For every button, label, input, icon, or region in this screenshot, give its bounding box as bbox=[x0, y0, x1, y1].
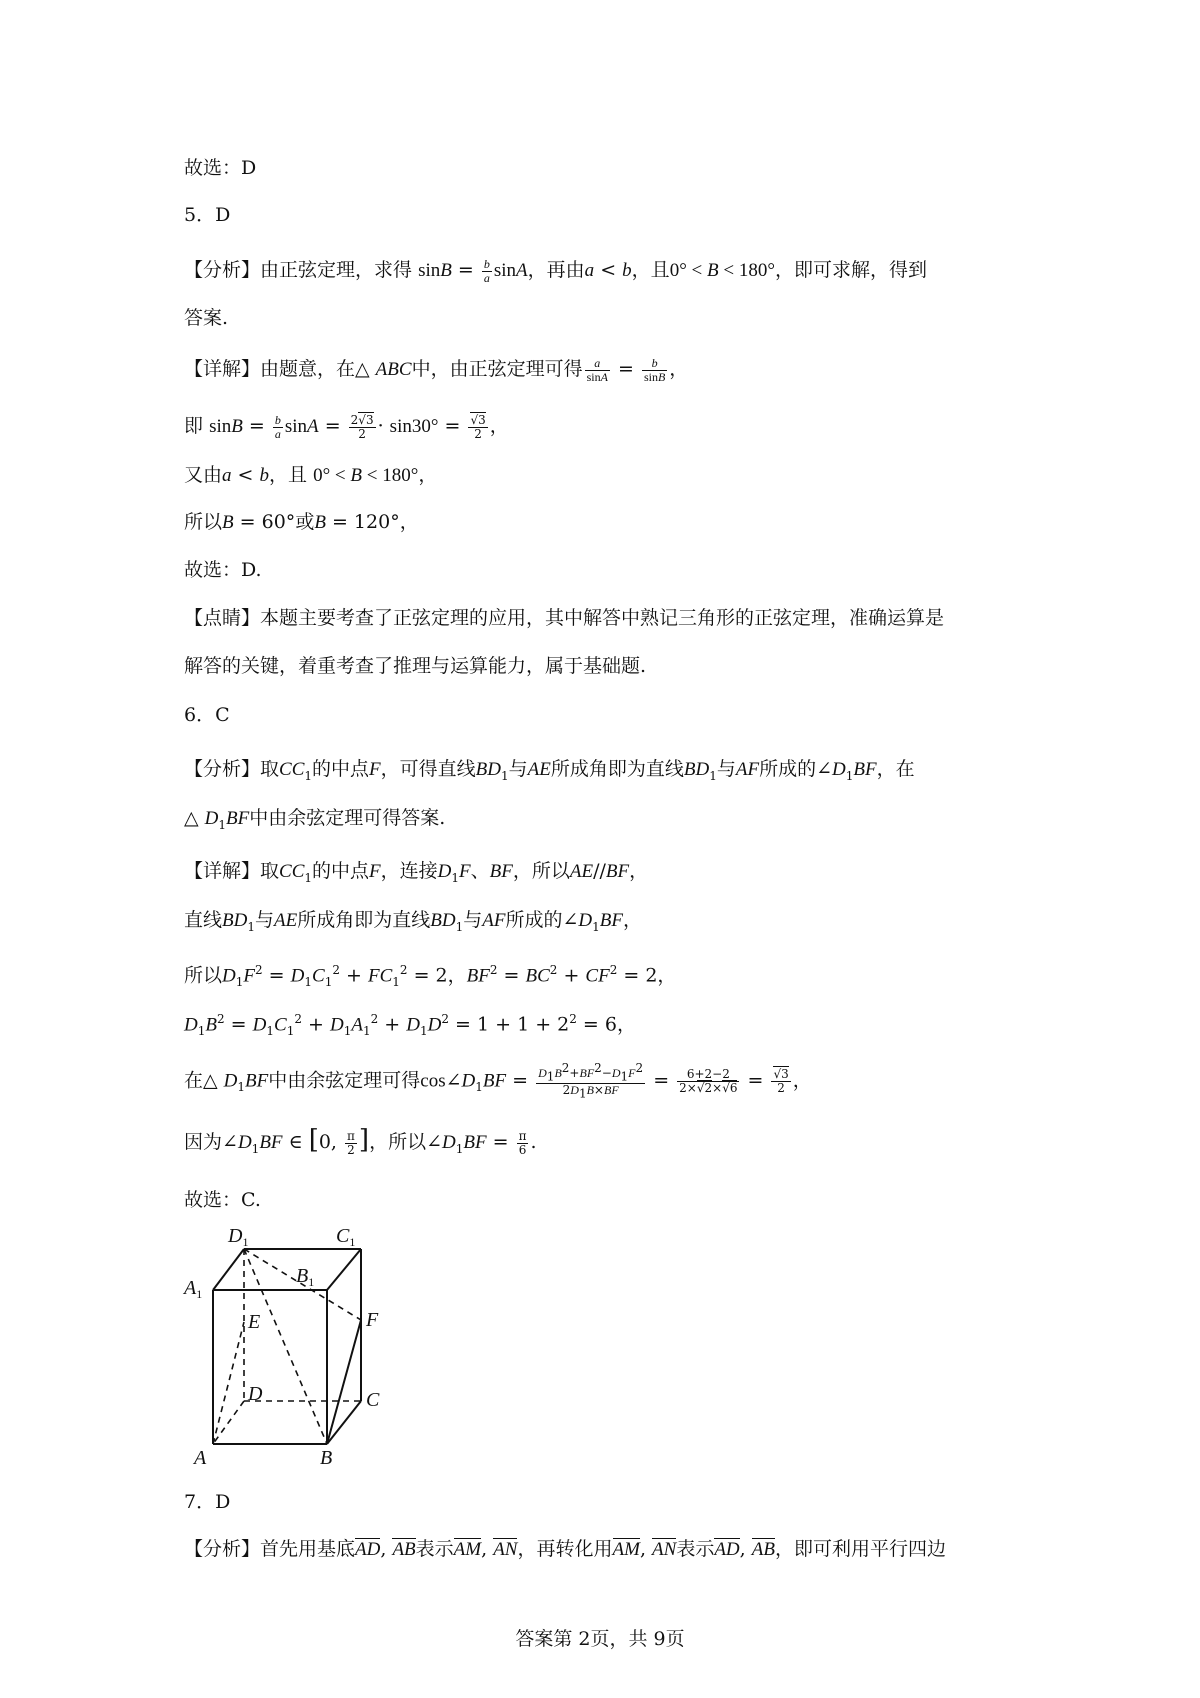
label-b1: $B_1$ bbox=[296, 1265, 315, 1289]
answer-7: 7．D bbox=[184, 1491, 231, 1513]
label-e: E bbox=[248, 1311, 261, 1333]
detail-5: 【详解】由题意，在△ ABC中，由正弦定理可得 $\frac{a}{\sin A}$ = $\frac{b}{\sin B}$ ， bbox=[184, 355, 689, 384]
label-c: C bbox=[366, 1389, 380, 1411]
text-line: 解答的关键，着重考查了推理与运算能力，属于基础题. bbox=[184, 655, 647, 677]
text-line: 所以$D_1F^2 = D_1C_1^2 + FC_1^2 = 2$，$BF^2 = BC^2 + CF^2 = 2$， bbox=[184, 963, 677, 990]
text-line: 答案. bbox=[184, 307, 229, 329]
text-line: 即 sinB = $\frac{b}{a}$ sinA = $\frac{2√3}{2}$ · sin30° = $\frac{√3}{2}$ ， bbox=[184, 412, 509, 441]
label-a: A bbox=[194, 1447, 207, 1469]
analysis-5: 【分析】由正弦定理，求得 sinB = $\frac{b}{a}$ sinA，再由a < b，且0° < B < 180°，即可求解，得到 bbox=[184, 256, 927, 285]
answer-5: 5．D bbox=[184, 204, 231, 226]
detail-6: 【详解】取$CC_1$的中点F，连接$D_1F$、BF，所以AE//BF， bbox=[184, 860, 649, 885]
label-b: B bbox=[320, 1447, 333, 1469]
label-c1: $C_1$ bbox=[336, 1225, 356, 1249]
analysis-7: 【分析】首先用基底AD, AB表示AM, AN，再转化用AM, AN表示AD, AB，即可利用平行四边 bbox=[184, 1538, 946, 1560]
text-line: 故选：D. bbox=[184, 559, 262, 581]
text-line: 故选：C. bbox=[184, 1189, 261, 1211]
analysis-6: 【分析】取$CC_1$的中点F，可得直线$BD_1$与AE所成角即为直线$BD_1$与AF所成的$\angle D_1BF$，在 bbox=[184, 758, 915, 783]
label-f: F bbox=[366, 1309, 379, 1331]
answer-6: 6．C bbox=[184, 704, 230, 726]
label-d1: $D_1$ bbox=[228, 1225, 249, 1249]
label-d: D bbox=[248, 1383, 263, 1405]
text-line: 直线$BD_1$与AE所成角即为直线$BD_1$与AF所成的$\angle D_1BF$， bbox=[184, 909, 642, 934]
text-line: $D_1B^2 = D_1C_1^2 + D_1A_1^2 + D_1D^2 = 1 + 1 + 2^2 = 6$， bbox=[184, 1012, 636, 1039]
cuboid-figure bbox=[180, 1222, 390, 1472]
text-line: 又由a < b，且 0° < B < 180°， bbox=[184, 464, 438, 486]
label-a1: $A_1$ bbox=[184, 1277, 203, 1301]
text-line: 在△ $D_1BF$中由余弦定理可得$\cos\angle D_1BF$ = $\frac{D_1B^2+BF^2-D_1F^2}{2D_1B\times BF}$ = $\frac{6+2-2}{2\times√2\times√6}$ = $\frac{√3}{2}$ ， bbox=[184, 1061, 812, 1101]
text-line: 因为$\angle D_1BF$ ∈ [0, $\frac{\pi}{2}$ ]，所以$\angle D_1BF$ = $\frac{\pi}{6}$ . bbox=[184, 1125, 537, 1157]
text-line: 故选：D bbox=[184, 157, 257, 179]
comment-5: 【点睛】本题主要考查了正弦定理的应用，其中解答中熟记三角形的正弦定理，准确运算是 bbox=[184, 607, 945, 629]
text-line: △ $D_1BF$中由余弦定理可得答案. bbox=[184, 807, 446, 832]
page-footer: 答案第 2页，共 9页 bbox=[515, 1628, 685, 1650]
text-line: 所以B = 60°或B = 120°， bbox=[184, 511, 419, 533]
